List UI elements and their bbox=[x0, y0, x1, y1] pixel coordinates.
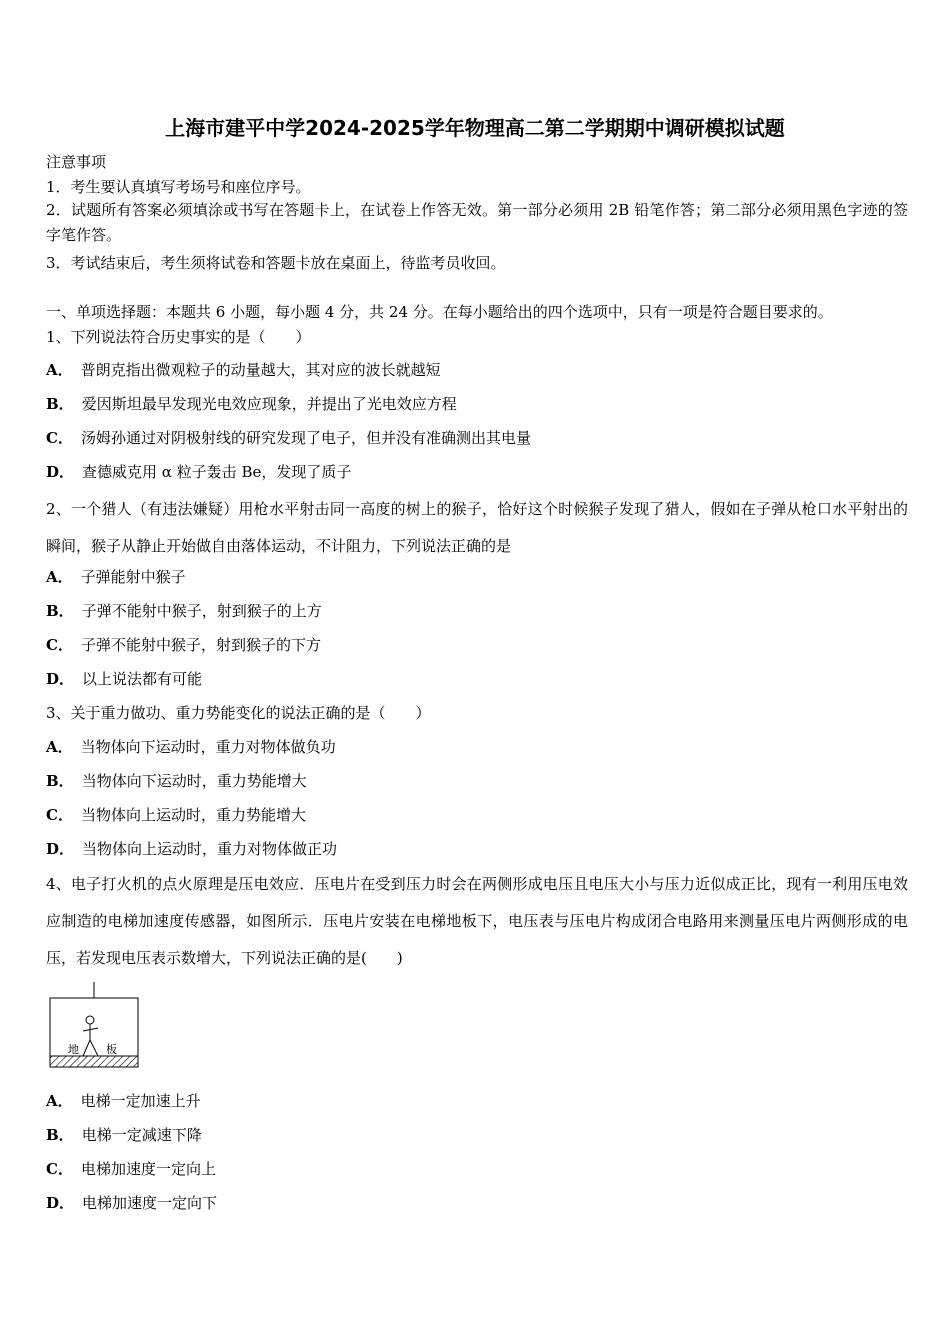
question-3-option-a: A． 当物体向下运动时，重力对物体做负功 bbox=[46, 738, 336, 756]
question-1-option-c: C． 汤姆孙通过对阴极射线的研究发现了电子，但并没有准确测出其电量 bbox=[46, 429, 531, 447]
question-1-option-d: D． 查德威克用 α 粒子轰击 Be，发现了质子 bbox=[46, 463, 352, 481]
question-2-option-c: C． 子弹不能射中猴子，射到猴子的下方 bbox=[46, 636, 321, 654]
elevator-diagram bbox=[48, 982, 144, 1072]
question-2-option-d: D． 以上说法都有可能 bbox=[46, 670, 203, 688]
question-1-stem: 1、下列说法符合历史事实的是（ ） bbox=[46, 328, 311, 346]
question-3-option-d: D． 当物体向上运动时，重力对物体做正功 bbox=[46, 840, 338, 858]
notice-heading: 注意事项 bbox=[46, 153, 107, 171]
question-3-option-c: C． 当物体向上运动时，重力势能增大 bbox=[46, 806, 306, 824]
question-1-option-b: B． 爱因斯坦最早发现光电效应现象，并提出了光电效应方程 bbox=[46, 395, 457, 413]
stick-figure bbox=[83, 1016, 98, 1056]
question-3-stem: 3、关于重力做功、重力势能变化的说法正确的是（ ） bbox=[46, 704, 431, 722]
question-4-stem: 4、电子打火机的点火原理是压电效应．压电片在受到压力时会在两侧形成电压且电压大小与压力近似成正比，现有一利用压电效应制造的电梯加速度传感器，如图所示．压电片安装在电梯地板下，电压表与压电片构成闭合电路用来测量压电片两侧形成的电压，若发现电压表示数增大，下列说法正确的是( ) bbox=[46, 875, 908, 967]
question-2-option-a: A． 子弹能射中猴子 bbox=[46, 568, 186, 586]
question-4-option-a: A． 电梯一定加速上升 bbox=[46, 1092, 201, 1110]
question-1-option-a: A． 普朗克指出微观粒子的动量越大，其对应的波长就越短 bbox=[46, 361, 441, 379]
question-3-option-b: B． 当物体向下运动时，重力势能增大 bbox=[46, 772, 307, 790]
question-2-option-b: B． 子弹不能射中猴子，射到猴子的上方 bbox=[46, 602, 322, 620]
floor-label-right: 板 bbox=[106, 1043, 117, 1056]
notice-item-2: 2．试题所有答案必须填涂或书写在答题卡上，在试卷上作答无效。第一部分必须用 2B 铅笔作答；第二部分必须用黑色字迹的签字笔作答。 bbox=[46, 201, 908, 244]
floor-label-left: 地 bbox=[68, 1043, 79, 1056]
question-2-stem: 2、一个猎人（有违法嫌疑）用枪水平射击同一高度的树上的猴子，恰好这个时候猴子发现了猎人，假如在子弹从枪口水平射出的瞬间，猴子从静止开始做自由落体运动，不计阻力，下列说法正确的是 bbox=[46, 500, 908, 555]
notice-item-1: 1．考生要认真填写考场号和座位序号。 bbox=[46, 178, 311, 196]
page-title: 上海市建平中学2024-2025学年物理高二第二学期期中调研模拟试题 bbox=[165, 116, 785, 140]
question-4-option-c: C． 电梯加速度一定向上 bbox=[46, 1160, 216, 1178]
question-4-option-d: D． 电梯加速度一定向下 bbox=[46, 1194, 218, 1212]
notice-item-3: 3．考试结束后，考生须将试卷和答题卡放在桌面上，待监考员收回。 bbox=[46, 254, 506, 272]
section-heading: 一、单项选择题：本题共 6 小题，每小题 4 分，共 24 分。在每小题给出的四个选项中，只有一项是符合题目要求的。 bbox=[46, 303, 833, 321]
question-4-option-b: B． 电梯一定减速下降 bbox=[46, 1126, 202, 1144]
elevator-figure bbox=[48, 982, 144, 1072]
